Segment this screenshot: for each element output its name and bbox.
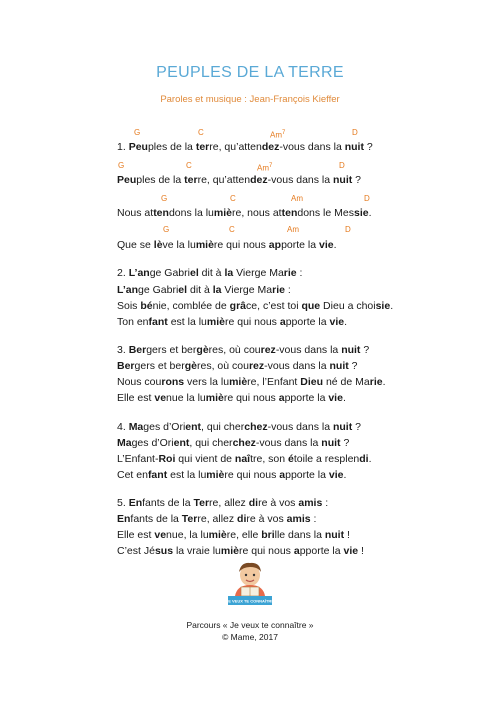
lyric-stressed-syllable: a	[286, 513, 293, 525]
lyric-text: ples de la	[136, 174, 185, 186]
lyric-text: tre, son	[250, 453, 289, 465]
lyric-text: dons le Mes	[297, 207, 354, 219]
lyric-text: re, allez	[197, 513, 238, 525]
lyric-stressed-syllable: rie	[369, 376, 383, 388]
chord: Am	[287, 225, 299, 234]
lyric-text: dit à	[198, 267, 225, 279]
lyric-text: .	[342, 392, 346, 404]
lyric-stressed-syllable: nuit	[329, 360, 349, 372]
lyric-stressed-syllable: Peu	[117, 174, 137, 186]
lyric-stressed-syllable: vie	[329, 316, 345, 328]
lyric-text: ?	[363, 141, 373, 153]
lyric-text: gers et ber	[146, 344, 197, 356]
lyric-stressed-syllable: é	[288, 453, 294, 465]
lyric-stressed-syllable: rez	[260, 344, 276, 356]
lyric-stressed-syllable: rie	[283, 267, 297, 279]
lyric-stressed-syllable: Ter	[181, 513, 198, 525]
lyric-text: vers la lu	[184, 376, 230, 388]
lyric-text: -vous dans la	[267, 421, 333, 433]
lyric-stressed-syllable: nuit	[333, 174, 353, 186]
lyric-text: .	[333, 239, 337, 251]
chord: Am$^7$	[270, 130, 286, 140]
lyric-stressed-syllable: ten	[153, 207, 169, 219]
lyric-text: .	[344, 316, 348, 328]
chord: C	[230, 194, 236, 203]
lyric-text: est la lu	[167, 469, 207, 481]
lyric-text: re qui nous	[213, 239, 269, 251]
lyric-stressed-syllable: chez	[232, 437, 256, 449]
chord: Am	[291, 194, 303, 203]
lyric-stressed-syllable: el	[189, 267, 199, 279]
lyric-stressed-syllable: mis	[292, 513, 311, 525]
lyric-stressed-syllable: vie	[328, 392, 343, 404]
lyric-text: , qui cher	[189, 437, 233, 449]
lyric-text: ve la lu	[162, 239, 196, 251]
lyric-text: ?	[352, 421, 361, 433]
lyric-text: re, l’Enfant	[247, 376, 301, 388]
lyric-text: :	[284, 284, 291, 296]
lyric-stressed-syllable: rons	[161, 376, 185, 388]
lyric-text: Vierge Ma	[233, 267, 284, 279]
lyric-text: .	[368, 207, 372, 219]
lyric-text: !	[358, 545, 364, 557]
lyric-text: 5.	[117, 497, 129, 509]
lyric-line	[117, 283, 291, 297]
lyric-text: porte la	[281, 239, 320, 251]
lyric-stressed-syllable: miè	[205, 392, 224, 404]
lyric-text: .	[368, 453, 372, 465]
lyric-line	[117, 528, 350, 542]
lyric-stressed-syllable: sus	[154, 545, 174, 557]
lyric-stressed-syllable: ve	[154, 529, 167, 541]
lyric-stressed-syllable: nuit	[332, 421, 353, 433]
lyric-stressed-syllable: miè	[206, 316, 225, 328]
lyric-stressed-syllable: vie	[319, 239, 334, 251]
lyric-line	[117, 140, 373, 154]
lyric-stressed-syllable: rie	[272, 284, 285, 296]
lyric-text: , qui cher	[201, 421, 245, 433]
lyric-stressed-syllable: vie	[343, 545, 359, 557]
lyric-stressed-syllable: ent	[173, 437, 190, 449]
song-title: PEUPLES DE LA TERRE	[156, 64, 344, 81]
chord: D	[345, 225, 351, 234]
lyric-line	[117, 315, 347, 329]
lyric-stressed-syllable: di	[248, 497, 259, 509]
lyric-text: ?	[352, 174, 362, 186]
chord: D	[352, 128, 358, 137]
lyric-text: re, nous at	[231, 207, 282, 219]
lyric-line	[117, 343, 369, 357]
lyric-stressed-syllable: dez	[261, 141, 280, 153]
lyric-text: la vraie lu	[173, 545, 221, 557]
lyric-text: pporte la	[285, 316, 330, 328]
lyric-text: Nous at	[117, 207, 154, 219]
lyric-stressed-syllable: sie	[375, 300, 391, 312]
chord: Am$^7$	[257, 163, 273, 173]
lyric-stressed-syllable: bri	[261, 529, 275, 541]
lyric-text: res, où cou	[196, 360, 249, 372]
lyric-stressed-syllable: Roi	[158, 453, 176, 465]
lyric-line	[117, 359, 358, 373]
lyric-text: est la lu	[167, 316, 207, 328]
lyric-stressed-syllable: chez	[244, 421, 268, 433]
lyric-text: 1.	[117, 141, 129, 153]
lyric-line	[117, 436, 349, 450]
lyric-text: :	[310, 513, 317, 525]
lyric-stressed-syllable: Dieu	[300, 376, 324, 388]
lyric-text: -vous dans la	[255, 437, 322, 449]
lyric-stressed-syllable: Peu	[128, 141, 148, 153]
lyric-text: nue la lu	[166, 392, 206, 404]
svg-text:JE VEUX TE CONNAÎTRE: JE VEUX TE CONNAÎTRE	[225, 598, 275, 604]
lyric-text: né de Ma	[323, 376, 370, 388]
lyric-text: ge Gabri	[138, 284, 179, 296]
lyric-stressed-syllable: bé	[140, 300, 153, 312]
lyric-text: nie, comblée de	[152, 300, 230, 312]
lyric-text: -vous dans la	[279, 141, 345, 153]
lyric-text: -vous dans la	[267, 174, 334, 186]
lyric-text: 2.	[117, 267, 129, 279]
lyric-text: re qui nous	[224, 316, 280, 328]
lyric-text: -vous dans la	[264, 360, 330, 372]
lyric-stressed-syllable: Ma	[128, 421, 144, 433]
lyric-text: fants de la	[130, 513, 182, 525]
lyric-text: pporte la	[284, 392, 329, 404]
lyric-stressed-syllable: lè	[153, 239, 163, 251]
lyric-stressed-syllable: En	[117, 513, 131, 525]
lyric-text: gers et ber	[134, 360, 185, 372]
lyric-text: Ton en	[117, 316, 149, 328]
lyric-text: ?	[340, 437, 350, 449]
je-veux-te-connaitre-logo	[225, 560, 275, 608]
lyric-text: nue, la lu	[166, 529, 209, 541]
lyric-text: dit à	[187, 284, 213, 296]
lyric-text: Cet en	[117, 469, 148, 481]
lyric-stressed-syllable: grâ	[229, 300, 247, 312]
lyric-text: C’est Jé	[117, 545, 155, 557]
lyric-text: ges d’Ori	[131, 437, 174, 449]
lyric-text: Elle est	[117, 392, 155, 404]
lyric-stressed-syllable: nuit	[321, 437, 341, 449]
lyric-text: re qui nous	[224, 469, 280, 481]
lyric-line	[117, 452, 372, 466]
lyric-text: Nous cou	[117, 376, 162, 388]
lyric-text: :	[322, 497, 329, 509]
lyric-text: pporte la	[285, 469, 329, 481]
chord: D	[364, 194, 370, 203]
lyric-text: dons la lu	[168, 207, 214, 219]
lyric-stressed-syllable: Ter	[193, 497, 210, 509]
lyric-stressed-syllable: a	[279, 469, 286, 481]
lyric-text: re, qu’atten	[197, 174, 251, 186]
lyric-text: -vous dans la	[275, 344, 342, 356]
lyric-text: re, elle	[226, 529, 262, 541]
lyric-text: Dieu a choi	[320, 300, 376, 312]
lyric-text: pporte la	[299, 545, 344, 557]
lyric-text: L’Enfant-	[117, 453, 159, 465]
lyric-stressed-syllable: el	[178, 284, 188, 296]
lyric-stressed-syllable: miè	[213, 207, 232, 219]
lyric-text: re qui nous	[223, 392, 279, 404]
lyric-stressed-syllable: L’an	[128, 267, 150, 279]
lyric-text: Sois	[117, 300, 141, 312]
lyric-stressed-syllable: fant	[148, 316, 168, 328]
lyric-stressed-syllable: a	[293, 545, 300, 557]
lyric-text: re qui nous	[238, 545, 294, 557]
lyric-text: re, allez	[209, 497, 249, 509]
lyric-stressed-syllable: miè	[229, 376, 248, 388]
lyric-stressed-syllable: fant	[147, 469, 168, 481]
lyric-text: Elle est	[117, 529, 155, 541]
lyric-stressed-syllable: ter	[195, 141, 210, 153]
lyric-stressed-syllable: miè	[220, 545, 239, 557]
lyric-stressed-syllable: miè	[195, 239, 214, 251]
lyric-text: ?	[360, 344, 370, 356]
chord: G	[118, 161, 125, 170]
lyric-text: re, qu’atten	[209, 141, 262, 153]
lyric-text: re à vos	[246, 513, 287, 525]
lyric-stressed-syllable: dez	[250, 174, 268, 186]
lyric-stressed-syllable: a	[278, 392, 285, 404]
lyric-stressed-syllable: Ber	[128, 344, 147, 356]
song-credits: Paroles et musique : Jean-François Kieffer	[160, 94, 340, 105]
footer-line: Parcours « Je veux te connaître »	[186, 620, 314, 630]
lyric-stressed-syllable: la	[224, 267, 234, 279]
lyric-line	[117, 238, 337, 252]
lyric-stressed-syllable: L’an	[117, 284, 139, 296]
lyric-text: re à vos	[258, 497, 299, 509]
chord: C	[229, 225, 235, 234]
lyric-stressed-syllable: ten	[281, 207, 298, 219]
lyric-stressed-syllable: gè	[184, 360, 197, 372]
lyric-text: 4.	[117, 421, 129, 433]
lyric-line	[117, 512, 316, 526]
lyric-stressed-syllable: la	[212, 284, 222, 296]
lyric-line	[117, 468, 346, 482]
lyric-text: Vierge Ma	[221, 284, 273, 296]
lyric-text: Que se	[117, 239, 154, 251]
lyric-stressed-syllable: rez	[248, 360, 265, 372]
chord: C	[198, 128, 204, 137]
lyric-stressed-syllable: nuit	[344, 141, 364, 153]
lyric-stressed-syllable: miè	[206, 469, 225, 481]
lyric-text: :	[296, 267, 303, 279]
lyric-stressed-syllable: ap	[268, 239, 282, 251]
lyric-text: ples de la	[147, 141, 196, 153]
lyric-text: .	[382, 376, 386, 388]
lyric-line	[117, 206, 372, 220]
lyric-stressed-syllable: naî	[234, 453, 251, 465]
lyric-line	[117, 544, 364, 558]
lyric-text: .	[343, 469, 347, 481]
lyric-line	[117, 173, 361, 187]
lyric-text: ?	[348, 360, 358, 372]
lyric-text: toile a resplen	[293, 453, 360, 465]
lyric-text: ge Gabri	[149, 267, 190, 279]
lyric-line	[117, 299, 393, 313]
lyric-stressed-syllable: Ma	[117, 437, 132, 449]
chord: G	[161, 194, 168, 203]
lyric-line	[117, 266, 302, 280]
chord: C	[186, 161, 192, 170]
lyric-stressed-syllable: En	[128, 497, 143, 509]
lyric-stressed-syllable: Ber	[117, 360, 135, 372]
lyric-stressed-syllable: di	[359, 453, 369, 465]
lyric-text: !	[344, 529, 350, 541]
lyric-stressed-syllable: gè	[196, 344, 209, 356]
lyric-stressed-syllable: vie	[328, 469, 344, 481]
lyric-stressed-syllable: a	[298, 497, 305, 509]
lyric-line	[117, 420, 361, 434]
lyric-line	[117, 391, 346, 405]
lyric-stressed-syllable: a	[279, 316, 286, 328]
lyric-text: lle dans la	[274, 529, 325, 541]
footer-line: © Mame, 2017	[222, 632, 278, 642]
lyric-text: ce, c’est toi	[246, 300, 302, 312]
lyric-stressed-syllable: mis	[304, 497, 323, 509]
lyric-stressed-syllable: ve	[154, 392, 167, 404]
lyric-stressed-syllable: ter	[184, 174, 198, 186]
lyric-line	[117, 496, 328, 510]
chord: G	[163, 225, 170, 234]
lyric-stressed-syllable: di	[237, 513, 247, 525]
lyric-text: qui vient de	[175, 453, 235, 465]
lyric-stressed-syllable: sie	[353, 207, 369, 219]
lyric-text: fants de la	[142, 497, 194, 509]
lyric-stressed-syllable: ent	[185, 421, 202, 433]
lyric-stressed-syllable: que	[301, 300, 321, 312]
lyric-line	[117, 375, 386, 389]
lyric-stressed-syllable: nuit	[324, 529, 345, 541]
lyric-stressed-syllable: miè	[208, 529, 227, 541]
lyric-stressed-syllable: nuit	[341, 344, 361, 356]
chord: D	[339, 161, 345, 170]
lyric-text: ges d’Ori	[143, 421, 186, 433]
lyric-text: res, où cou	[208, 344, 261, 356]
lyric-text: .	[390, 300, 394, 312]
lyric-text: 3.	[117, 344, 129, 356]
chord: G	[134, 128, 141, 137]
